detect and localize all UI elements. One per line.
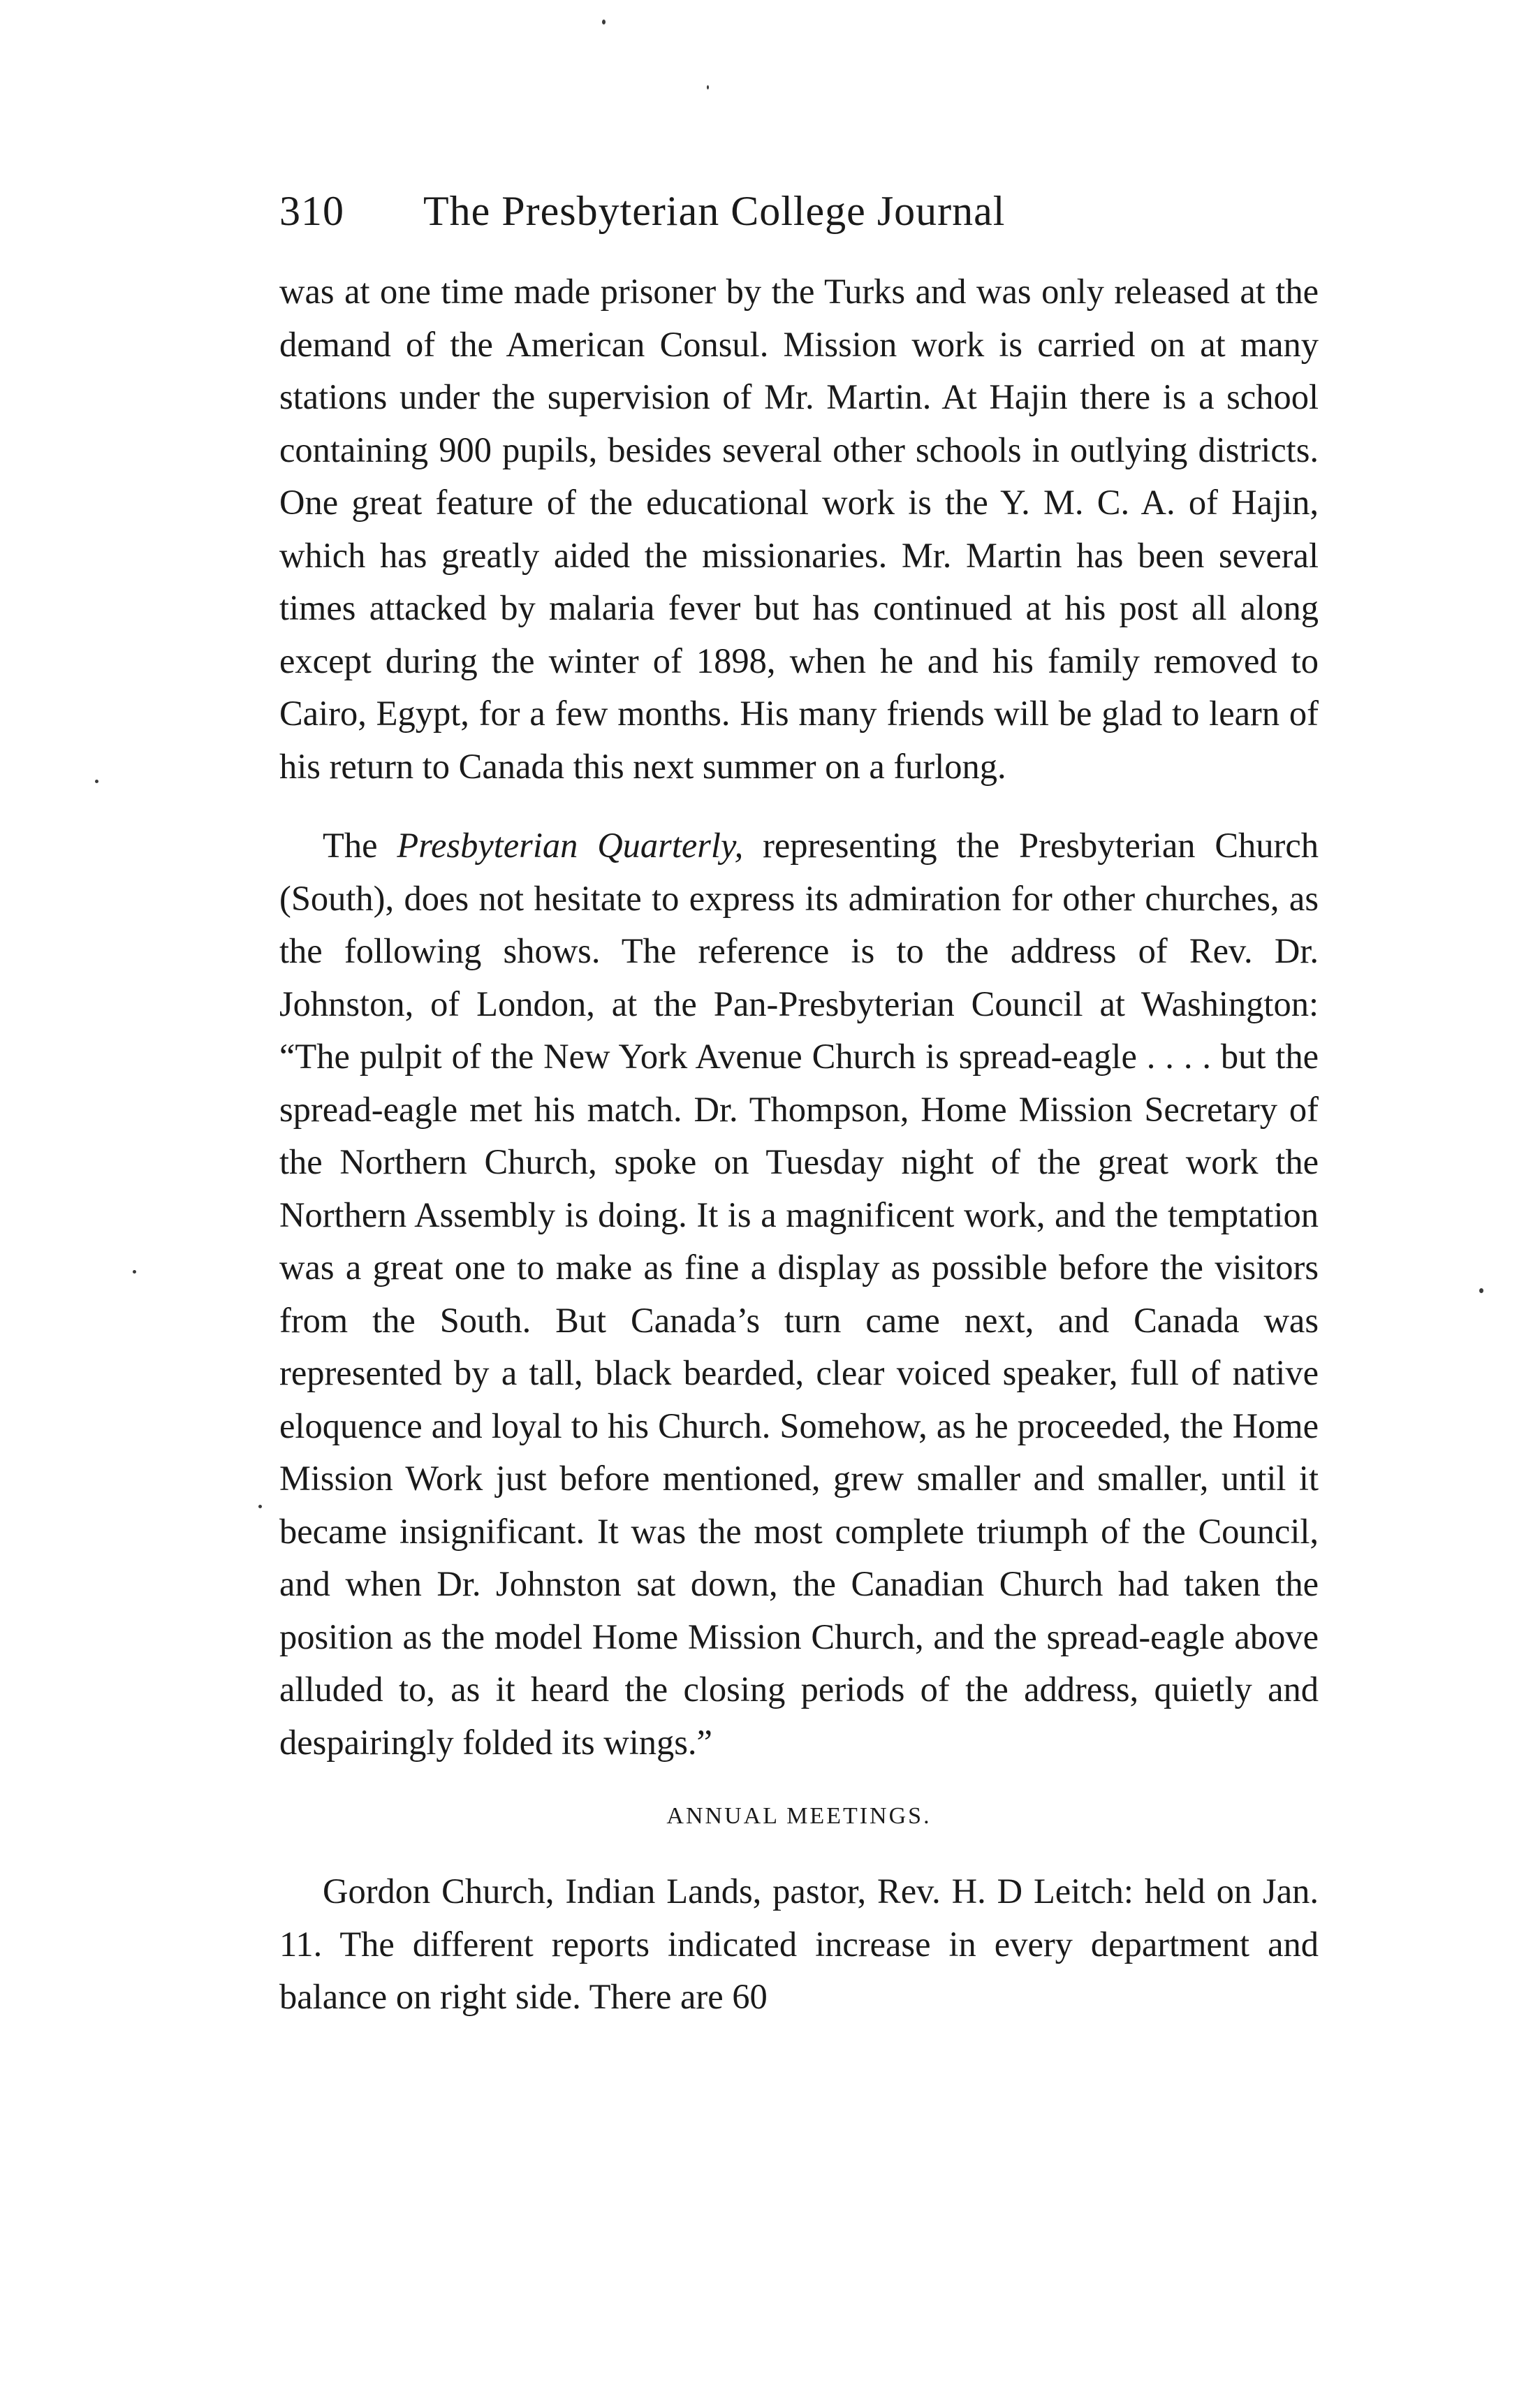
paragraph-continued: was at one time made prisoner by the Turks and was only released at the demand of the American Consul. Mission work is carried on at many stations under the supervision of Mr. Martin. At Hajin there is a school containing 900 pupils, besides several other schools in outlying districts. One great feature of the educational work is the Y. M. C. A. of Hajin, which has greatly aided the missionaries. Mr. Martin has been several times attacked by malaria fever but has continued at his post all along except during the winter of 1898, when he and his family removed to Cairo, Egypt, for a few months. His many friends will be glad to learn of his return to Canada this next summer on a furlong.: [279, 272, 1319, 786]
paragraph-annual-meeting: Gordon Church, Indian Lands, pastor, Rev. H. D Leitch: held on Jan. 11. The different reports indicated increase in every department and balance on right side. There are 60: [279, 1872, 1319, 2016]
journal-title: The Presbyterian College Journal: [423, 188, 1006, 234]
paragraph-quarterly-text: representing the Presbyterian Church (South), does not hesitate to express its admiration for other churches, as the following shows. The reference is to the address of Rev. Dr. Johnston, of London, at the Pan-Presbyterian Council at Washington: “The pulpit of the New York Avenue Church is spread-eagle . . . . but the spread-eagle met his match. Dr. Thompson, Home Mission Secretary of the Northern Church, spoke on Tuesday night of the great work the Northern Assembly is doing. It is a magnificent work, and the temptation was a great one to make as fine a display as possible before the visitors from the South. But Canada’s turn came next, and Canada was represented by a tall, black bearded, clear voiced speaker, full of native eloquence and loyal to his Church. Somehow, as he proceeded, the Home Mission Work just before mentioned, grew smaller and smaller, until it became insignificant. It was the most complete triumph of the Council, and when Dr. Johnston sat down, the Canadian Church had taken the position as the model Home Mission Church, and the spread-eagle above alluded to, as it heard the closing periods of the address, quietly and despairingly folded its wings.”: [279, 826, 1319, 1762]
speck-mark: [258, 1505, 262, 1508]
section-heading: ANNUAL MEETINGS.: [666, 1803, 932, 1829]
paragraph-quarterly-lead: The: [323, 826, 397, 865]
paragraph-quarterly: [279, 819, 1319, 1769]
speck-mark: [707, 85, 709, 89]
speck-mark: [133, 1270, 136, 1274]
page-number: 310: [279, 188, 344, 234]
body-text: [279, 265, 1319, 2024]
speck-mark: [602, 20, 606, 24]
publication-title: Presbyterian Quarterly,: [397, 826, 744, 865]
running-head: [279, 183, 1327, 239]
speck-mark: [95, 780, 98, 783]
speck-mark: [1479, 1288, 1483, 1293]
